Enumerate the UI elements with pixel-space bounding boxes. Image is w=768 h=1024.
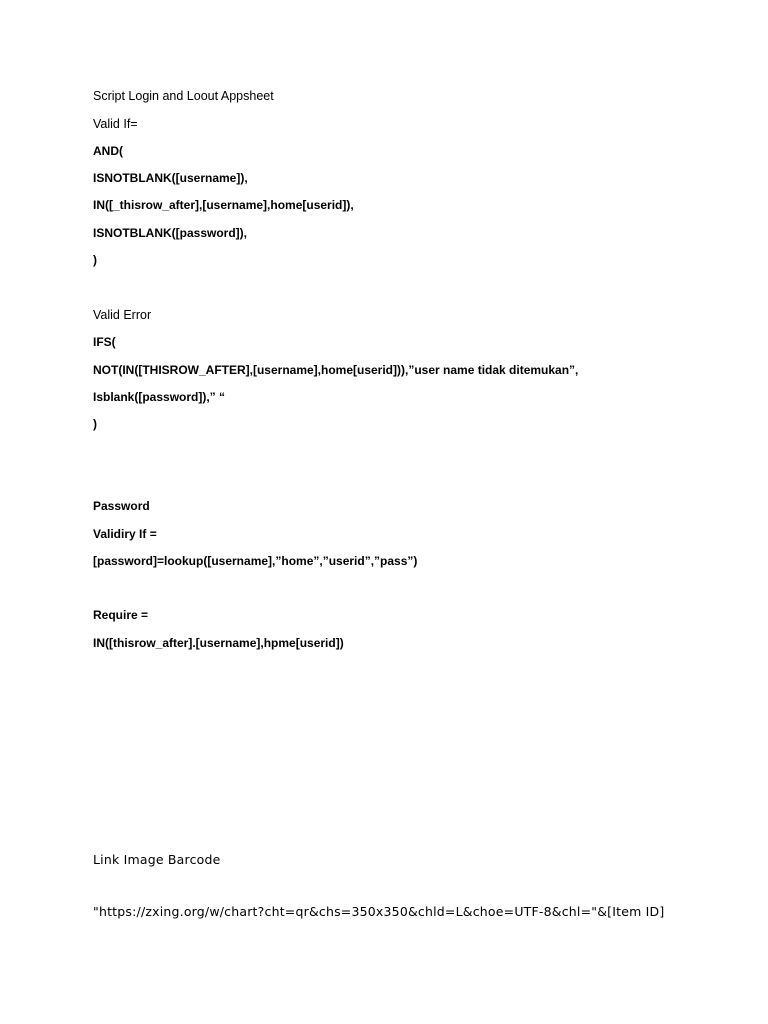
validity-label: Validiry If = xyxy=(93,527,157,541)
code-line: ISNOTBLANK([username]), xyxy=(93,171,248,185)
code-line: IFS( xyxy=(93,335,116,349)
validity-expression: [password]=lookup([username],”home”,”userid”,”pass”) xyxy=(93,554,418,568)
code-line: Isblank([password]),” “ xyxy=(93,390,226,404)
password-heading: Password xyxy=(93,499,150,513)
require-expression: IN([thisrow_after].[username],hpme[userid]) xyxy=(93,636,344,650)
code-line: ISNOTBLANK([password]), xyxy=(93,226,247,240)
code-line: ) xyxy=(93,253,97,267)
code-line: ) xyxy=(93,417,97,431)
require-label: Require = xyxy=(93,608,149,622)
code-line: NOT(IN([THISROW_AFTER],[username],home[userid])),”user name tidak ditemukan”, xyxy=(93,363,579,377)
barcode-label: Link Image Barcode xyxy=(93,852,221,867)
code-line: AND( xyxy=(93,144,123,158)
barcode-url-expression: "https://zxing.org/w/chart?cht=qr&chs=350x350&chld=L&choe=UTF-8&chl="&[Item ID] xyxy=(93,904,665,919)
code-line: IN([_thisrow_after],[username],home[userid]), xyxy=(93,198,354,212)
valid-error-label: Valid Error xyxy=(93,308,152,322)
valid-if-label: Valid If= xyxy=(93,117,138,131)
doc-title: Script Login and Loout Appsheet xyxy=(93,89,274,103)
